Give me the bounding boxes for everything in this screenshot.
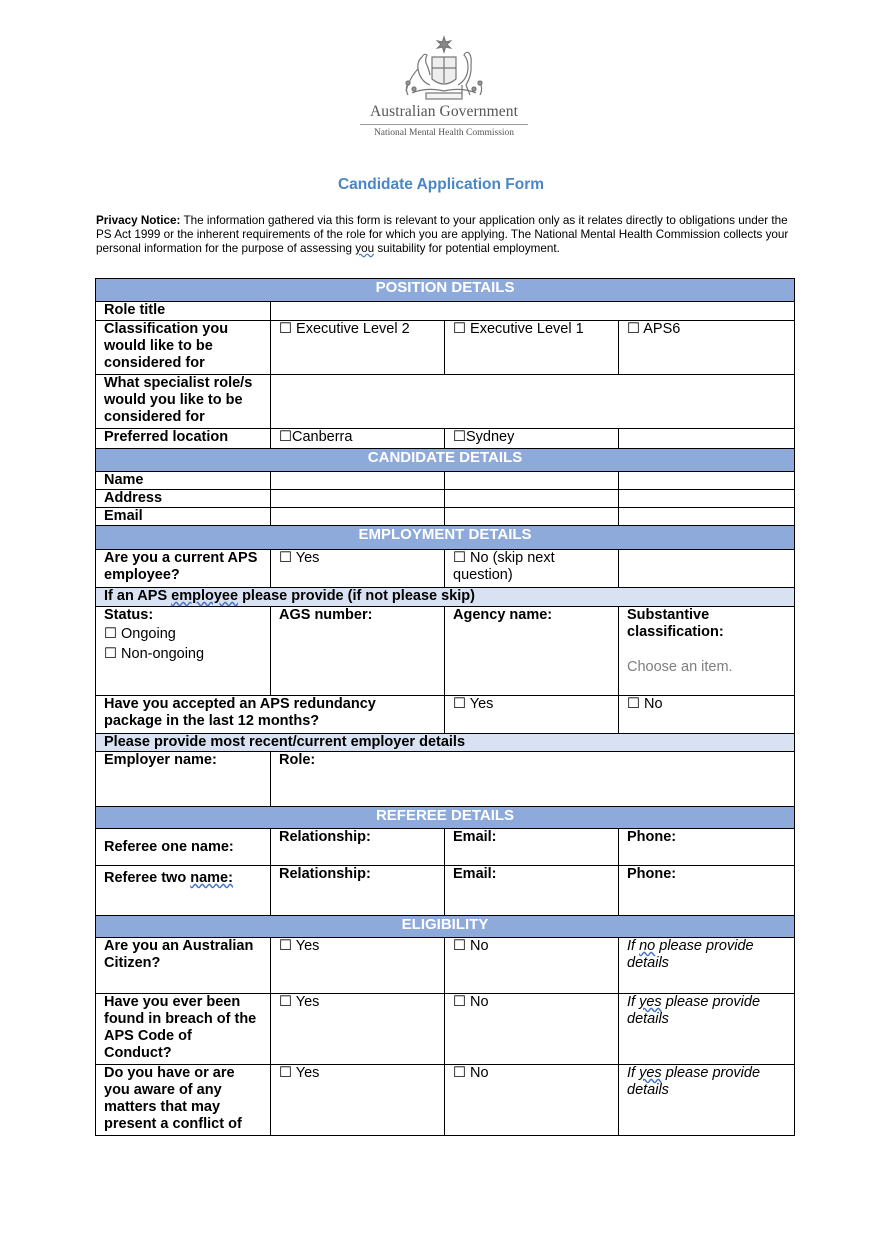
section-eligibility: ELIGIBILITY (96, 916, 795, 938)
checkbox-citizen-yes[interactable]: ☐ Yes (271, 938, 445, 994)
checkbox-breach-yes[interactable]: ☐ Yes (271, 994, 445, 1065)
referee-one-relationship-label: Relationship: (271, 829, 445, 866)
aps-provide-a: If an APS (104, 588, 172, 604)
checkbox-canberra[interactable]: ☐Canberra (271, 429, 445, 449)
referee-two-name-label (96, 866, 271, 916)
header-logo (356, 35, 532, 138)
breach-note-flag: yes (639, 994, 662, 1010)
name-field[interactable] (271, 472, 445, 490)
checkbox-el1[interactable]: ☐ Executive Level 1 (445, 321, 619, 375)
checkbox-current-aps-yes[interactable]: ☐ Yes (271, 550, 445, 588)
conflict-note-b: please provide details (627, 1065, 761, 1098)
redundancy-label: Have you accepted an APS redundancy package in the last 12 months? (96, 696, 445, 734)
address-field-2[interactable] (445, 490, 619, 508)
role-title-field[interactable] (271, 302, 795, 321)
email-label: Email (96, 508, 271, 526)
citizen-question: Are you an Australian Citizen? (96, 938, 271, 994)
substantive-label: Substantive classification: (627, 607, 724, 640)
referee-one-name-label: Referee one name: (96, 829, 271, 866)
privacy-notice (96, 214, 796, 256)
address-label: Address (96, 490, 271, 508)
header-divider (360, 124, 528, 125)
citizen-note (619, 938, 795, 994)
address-field[interactable] (271, 490, 445, 508)
substantive-cell (619, 607, 795, 696)
recent-employer-instruction: Please provide most recent/current employer details (96, 734, 795, 752)
checkbox-aps6[interactable]: ☐ APS6 (619, 321, 795, 375)
referee-two-email-label: Email: (445, 866, 619, 916)
status-label: Status: (104, 607, 154, 623)
current-aps-label: Are you a current APS employee? (96, 550, 271, 588)
breach-note-b: please provide details (627, 994, 761, 1027)
ags-number-label: AGS number: (271, 607, 445, 696)
section-referee-details: REFEREE DETAILS (96, 807, 795, 829)
citizen-note-flag: no (639, 938, 656, 954)
checkbox-conflict-yes[interactable]: ☐ Yes (271, 1065, 445, 1136)
checkbox-el2[interactable]: ☐ Executive Level 2 (271, 321, 445, 375)
conflict-note (619, 1065, 795, 1136)
privacy-label: Privacy Notice: (96, 214, 181, 227)
conflict-note-a: If (627, 1065, 640, 1081)
aps-provide-flag: employee (171, 588, 239, 604)
email-field[interactable] (271, 508, 445, 526)
location-empty-cell (619, 429, 795, 449)
aps-provide-instruction (96, 588, 795, 607)
government-name: Australian Government (369, 103, 519, 120)
name-field-2[interactable] (445, 472, 619, 490)
current-aps-empty-cell (619, 550, 795, 588)
referee-two-a: Referee two (104, 870, 191, 886)
choose-item-dropdown[interactable]: Choose an item. (627, 659, 733, 675)
checkbox-conflict-no[interactable]: ☐ No (445, 1065, 619, 1136)
checkbox-redundancy-no[interactable]: ☐ No (619, 696, 795, 734)
referee-one-email-label: Email: (445, 829, 619, 866)
referee-one-phone-label: Phone: (619, 829, 795, 866)
breach-note (619, 994, 795, 1065)
specialist-role-field[interactable] (271, 375, 795, 429)
name-field-3[interactable] (619, 472, 795, 490)
referee-two-relationship-label: Relationship: (271, 866, 445, 916)
breach-question: Have you ever been found in breach of the APS Code of Conduct? (96, 994, 271, 1065)
checkbox-sydney[interactable]: ☐Sydney (445, 429, 619, 449)
employer-role-label: Role: (271, 752, 795, 807)
email-field-2[interactable] (445, 508, 619, 526)
checkbox-breach-no[interactable]: ☐ No (445, 994, 619, 1065)
section-employment-details: EMPLOYMENT DETAILS (96, 526, 795, 550)
section-position-details: POSITION DETAILS (96, 279, 795, 302)
privacy-text-a: The information gathered via this form is relevant to your application only as it relates directly to obligations under the PS Act 1999 or the inherent requirements of the role for which you are applying. The National Mental Health Commission collects your personal information for the purpose of assessing (96, 214, 789, 255)
privacy-text-b: suitability for potential employment. (374, 242, 560, 255)
role-title-label: Role title (96, 302, 271, 321)
aps-provide-b: please provide (if not please skip) (238, 588, 475, 604)
application-form-table (95, 278, 795, 1136)
referee-two-flag: name: (190, 870, 233, 886)
checkbox-citizen-no[interactable]: ☐ No (445, 938, 619, 994)
checkbox-current-aps-no[interactable]: ☐ No (skip next question) (445, 550, 619, 588)
conflict-question: Do you have or are you aware of any matters that may present a conflict of (96, 1065, 271, 1136)
privacy-flagged-word: you (355, 242, 375, 255)
preferred-location-label: Preferred location (96, 429, 271, 449)
breach-note-a: If (627, 994, 640, 1010)
conflict-note-flag: yes (639, 1065, 662, 1081)
name-label: Name (96, 472, 271, 490)
agency-name-label: Agency name: (445, 607, 619, 696)
address-field-3[interactable] (619, 490, 795, 508)
email-field-3[interactable] (619, 508, 795, 526)
commonwealth-coat-of-arms-icon (396, 35, 492, 101)
specialist-role-label: What specialist role/s would you like to be considered for (96, 375, 271, 429)
employer-name-label: Employer name: (96, 752, 271, 807)
checkbox-redundancy-yes[interactable]: ☐ Yes (445, 696, 619, 734)
citizen-note-b: please provide details (627, 938, 754, 971)
status-cell (96, 607, 271, 696)
page-title: Candidate Application Form (337, 176, 545, 193)
checkbox-ongoing[interactable]: ☐ Ongoing (104, 626, 176, 642)
commission-name: National Mental Health Commission (373, 128, 515, 138)
citizen-note-a: If (627, 938, 640, 954)
classification-label: Classification you would like to be considered for (96, 321, 271, 375)
checkbox-non-ongoing[interactable]: ☐ Non-ongoing (104, 646, 205, 662)
section-candidate-details: CANDIDATE DETAILS (96, 449, 795, 472)
referee-two-phone-label: Phone: (619, 866, 795, 916)
